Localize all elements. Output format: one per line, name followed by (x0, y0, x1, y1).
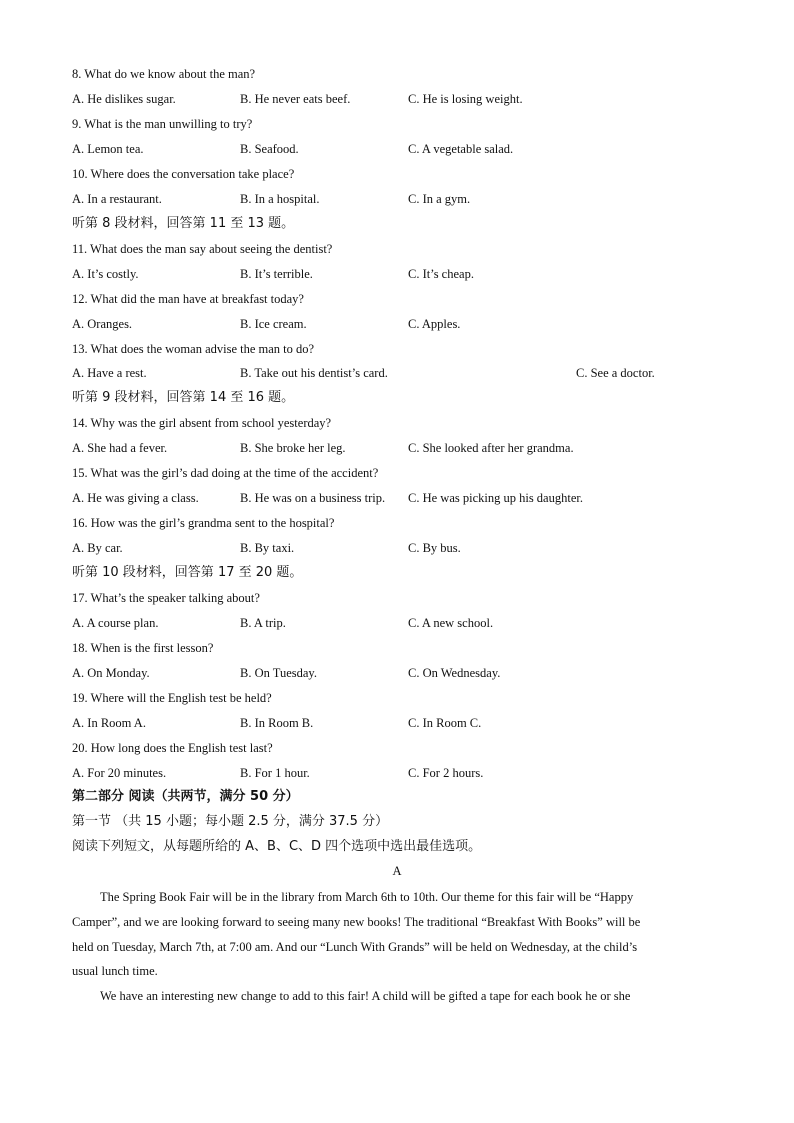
question-19: 19. Where will the English test be held? (72, 691, 272, 705)
section-header-10: 听第 10 段材料，回答第 17 至 20 题。 (72, 565, 303, 580)
option-a: A. Lemon tea. (72, 142, 144, 156)
question-16: 16. How was the girl’s grandma sent to the hospital? (72, 516, 335, 530)
option-b: B. It’s terrible. (240, 267, 313, 281)
option-c: C. In a gym. (408, 192, 471, 206)
option-c: C. By bus. (408, 541, 461, 555)
option-c: C. For 2 hours. (408, 766, 484, 780)
option-b: B. Take out his dentist’s card. (240, 366, 388, 380)
option-b: B. He never eats beef. (240, 92, 351, 106)
option-c: C. In Room C. (408, 716, 482, 730)
option-c: C. He is losing weight. (408, 92, 523, 106)
option-c: C. A vegetable salad. (408, 142, 514, 156)
passage-line: usual lunch time. (72, 964, 158, 978)
option-c: C. See a doctor. (576, 366, 655, 380)
option-b: B. She broke her leg. (240, 441, 346, 455)
option-b: B. A trip. (240, 616, 286, 630)
option-b: B. He was on a business trip. (240, 491, 386, 505)
option-a: A. In Room A. (72, 716, 146, 730)
question-15: 15. What was the girl’s dad doing at the time of the accident? (72, 466, 379, 480)
option-a: A. In a restaurant. (72, 192, 162, 206)
passage-line: The Spring Book Fair will be in the library from March 6th to 10th. Our theme for this fair will be “Happy (100, 890, 634, 904)
question-8: 8. What do we know about the man? (72, 67, 256, 81)
option-b: B. Ice cream. (240, 317, 307, 331)
option-a: A. He dislikes sugar. (72, 92, 176, 106)
question-13: 13. What does the woman advise the man to do? (72, 342, 315, 356)
option-c: C. She looked after her grandma. (408, 441, 574, 455)
passage-line: Camper”, and we are looking forward to seeing many new books! The traditional “Breakfast With Books” will be (72, 915, 641, 929)
option-c: C. A new school. (408, 616, 494, 630)
option-a: A. Have a rest. (72, 366, 147, 380)
option-b: B. Seafood. (240, 142, 299, 156)
question-11: 11. What does the man say about seeing the dentist? (72, 242, 333, 256)
section-header-8: 听第 8 段材料，回答第 11 至 13 题。 (72, 216, 295, 231)
option-b: B. On Tuesday. (240, 666, 317, 680)
option-c: C. It’s cheap. (408, 267, 474, 281)
question-20: 20. How long does the English test last? (72, 741, 273, 755)
question-10: 10. Where does the conversation take place? (72, 167, 295, 181)
option-b: B. By taxi. (240, 541, 295, 555)
option-c: C. Apples. (408, 317, 461, 331)
passage-line: We have an interesting new change to add to this fair! A child will be gifted a tape for each book he or she (100, 989, 631, 1003)
question-17: 17. What’s the speaker talking about? (72, 591, 260, 605)
option-a: A. On Monday. (72, 666, 150, 680)
section-2-title: 第二部分 阅读（共两节，满分 50 分） (72, 789, 299, 804)
section-2-instruction: 阅读下列短文，从每题所给的 A、B、C、D 四个选项中选出最佳选项。 (72, 839, 482, 854)
option-b: B. In Room B. (240, 716, 314, 730)
section-2-part-1: 第一节 （共 15 小题；每小题 2.5 分，满分 37.5 分） (72, 814, 389, 829)
option-a: A. A course plan. (72, 616, 159, 630)
option-a: A. Oranges. (72, 317, 133, 331)
option-c: C. He was picking up his daughter. (408, 491, 583, 505)
option-b: B. For 1 hour. (240, 766, 310, 780)
section-header-9: 听第 9 段材料，回答第 14 至 16 题。 (72, 390, 295, 405)
question-12: 12. What did the man have at breakfast today? (72, 292, 304, 306)
passage-line: held on Tuesday, March 7th, at 7:00 am. And our “Lunch With Grands” will be held on Wednesday, at the child’s (72, 940, 638, 954)
option-a: A. It’s costly. (72, 267, 139, 281)
passage-letter: A (392, 864, 402, 878)
option-a: A. She had a fever. (72, 441, 168, 455)
option-c: C. On Wednesday. (408, 666, 501, 680)
option-a: A. For 20 minutes. (72, 766, 167, 780)
question-9: 9. What is the man unwilling to try? (72, 117, 253, 131)
question-18: 18. When is the first lesson? (72, 641, 214, 655)
option-a: A. By car. (72, 541, 123, 555)
question-14: 14. Why was the girl absent from school yesterday? (72, 416, 332, 430)
option-a: A. He was giving a class. (72, 491, 199, 505)
option-b: B. In a hospital. (240, 192, 320, 206)
